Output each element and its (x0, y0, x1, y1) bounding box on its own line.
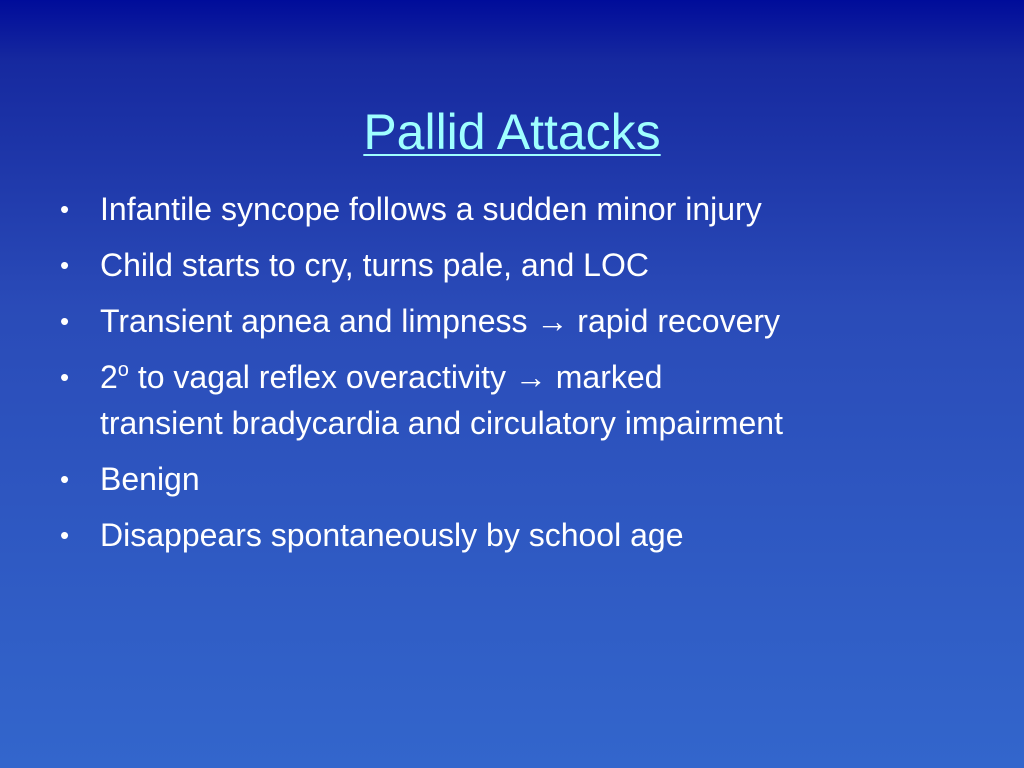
bullet-prefix: 2 (100, 359, 118, 395)
bullet-dot-icon: • (60, 194, 70, 224)
bullet-item (58, 242, 978, 288)
bullet-superscript: o (117, 359, 129, 381)
bullet-text: Infantile syncope follows a sudden minor injury (100, 191, 762, 227)
bullet-item (58, 456, 978, 502)
bullet-text: Child starts to cry, turns pale, and LOC (100, 247, 649, 283)
bullet-text: to vagal reflex overactivity → marked (128, 359, 663, 395)
bullet-continuation: transient bradycardia and circulatory impairment (100, 405, 783, 441)
slide-title: Pallid Attacks (363, 104, 661, 160)
bullet-text: Transient apnea and limpness → rapid recovery (100, 303, 781, 339)
bullet-list (58, 186, 978, 568)
bullet-text: Disappears spontaneously by school age (100, 517, 684, 553)
bullet-dot-icon: • (60, 306, 70, 336)
bullet-dot-icon: • (60, 362, 70, 392)
bullet-dot-icon: • (60, 250, 70, 280)
bullet-dot-icon: • (60, 464, 70, 494)
bullet-dot-icon: • (60, 520, 70, 550)
bullet-text: Benign (100, 461, 200, 497)
bullet-item (58, 354, 978, 446)
bullet-item (58, 512, 978, 558)
bullet-item (58, 298, 978, 344)
bullet-item (58, 186, 978, 232)
